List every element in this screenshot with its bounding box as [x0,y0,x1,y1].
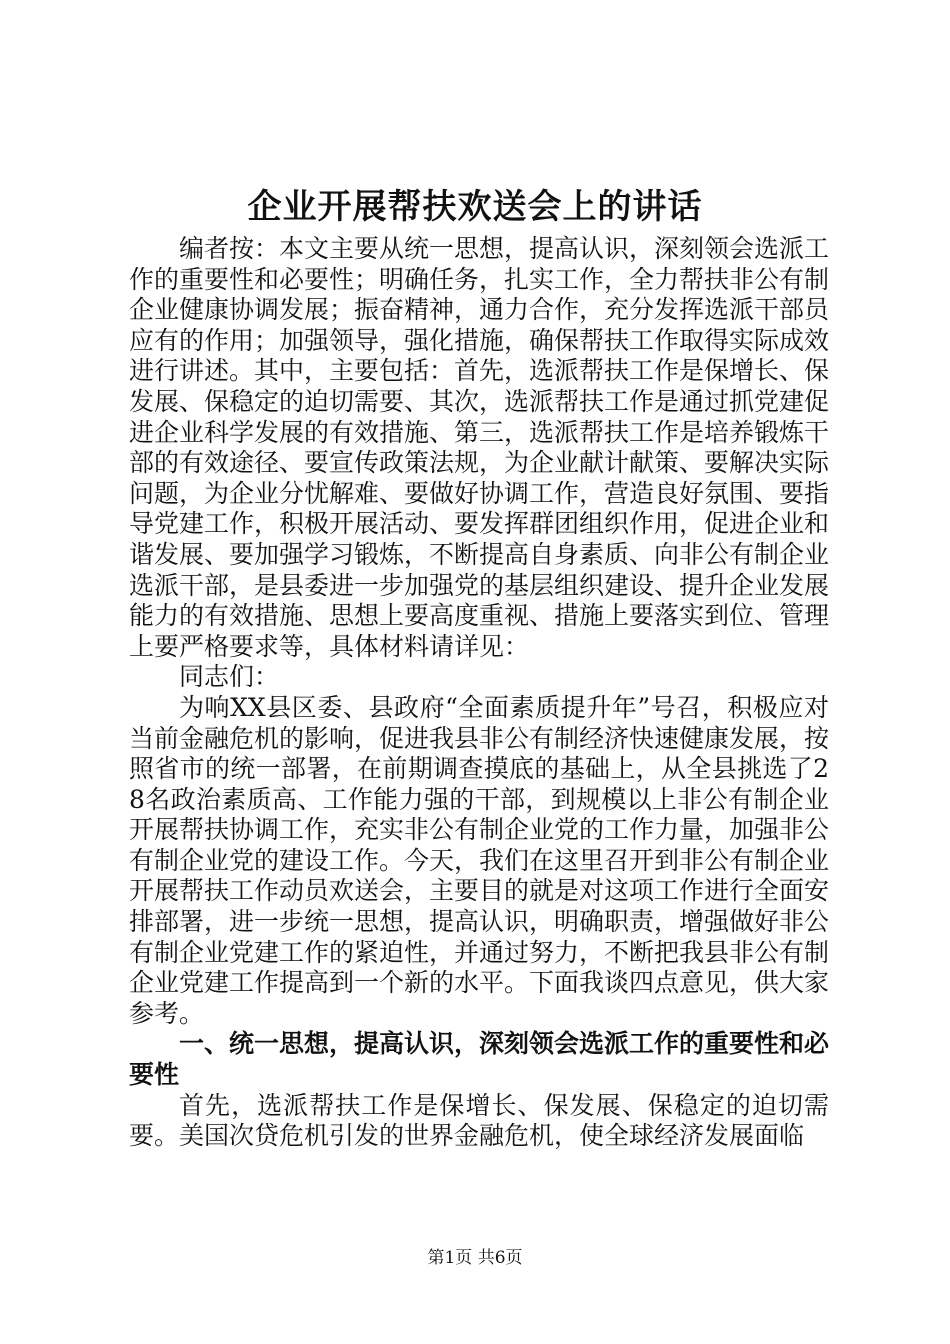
document-title: 企业开展帮扶欢送会上的讲话 [247,187,703,227]
page-footer: 第1页 共6页 [427,1248,523,1268]
salutation-paragraph: 同志们： [179,662,280,692]
intro-paragraph: 为响XX县区委、县政府“全面素质提升年”号召，积极应对当前金融危机的影响，促进我县非公有制经济快速健康发展，按照省市的统一部署，在前期调查摸底的基础上，从全县挑选了28名政治素质高、工作能力强的干部，到规模以上非公有制企业开展帮扶协调工作，充实非公有制企业党的工作力量，加强非公有制企业党的建设工作。今天，我们在这里召开到非公有制企业开展帮扶工作动员欢送会，主要目的就是对这项工作进行全面安排部署，进一步统一思想，提高认识，明确职责，增强做好非公有制企业党建工作的紧迫性，并通过努力，不断把我县非公有制企业党建工作提高到一个新的水平。下面我谈四点意见，供大家参考。 [129,692,830,1028]
section-heading: 一、统一思想，提高认识，深刻领会选派工作的重要性和必要性 [129,1029,830,1090]
editor-note-paragraph: 编者按：本文主要从统一思想，提高认识，深刻领会选派工作的重要性和必要性；明确任务，扎实工作，全力帮扶非公有制企业健康协调发展；振奋精神，通力合作，充分发挥选派干部员应有的作用；加强领导，强化措施，确保帮扶工作取得实际成效进行讲述。其中，主要包括：首先，选派帮扶工作是保增长、保发展、保稳定的迫切需要、其次，选派帮扶工作是通过抓党建促进企业科学发展的有效措施、第三，选派帮扶工作是培养锻炼干部的有效途径、要宣传政策法规，为企业献计献策、要解决实际问题，为企业分忧解难、要做好协调工作，营造良好氛围、要指导党建工作，积极开展活动、要发挥群团组织作用，促进企业和谐发展、要加强学习锻炼，不断提高自身素质、向非公有制企业选派干部，是县委进一步加强党的基层组织建设、提升企业发展能力的有效措施、思想上要高度重视、措施上要落实到位、管理上要严格要求等，具体材料请详见： [129,234,830,661]
document-body [129,234,829,1152]
section-paragraph: 首先，选派帮扶工作是保增长、保发展、保稳定的迫切需要。美国次贷危机引发的世界金融危机，使全球经济发展面临 [129,1090,829,1151]
